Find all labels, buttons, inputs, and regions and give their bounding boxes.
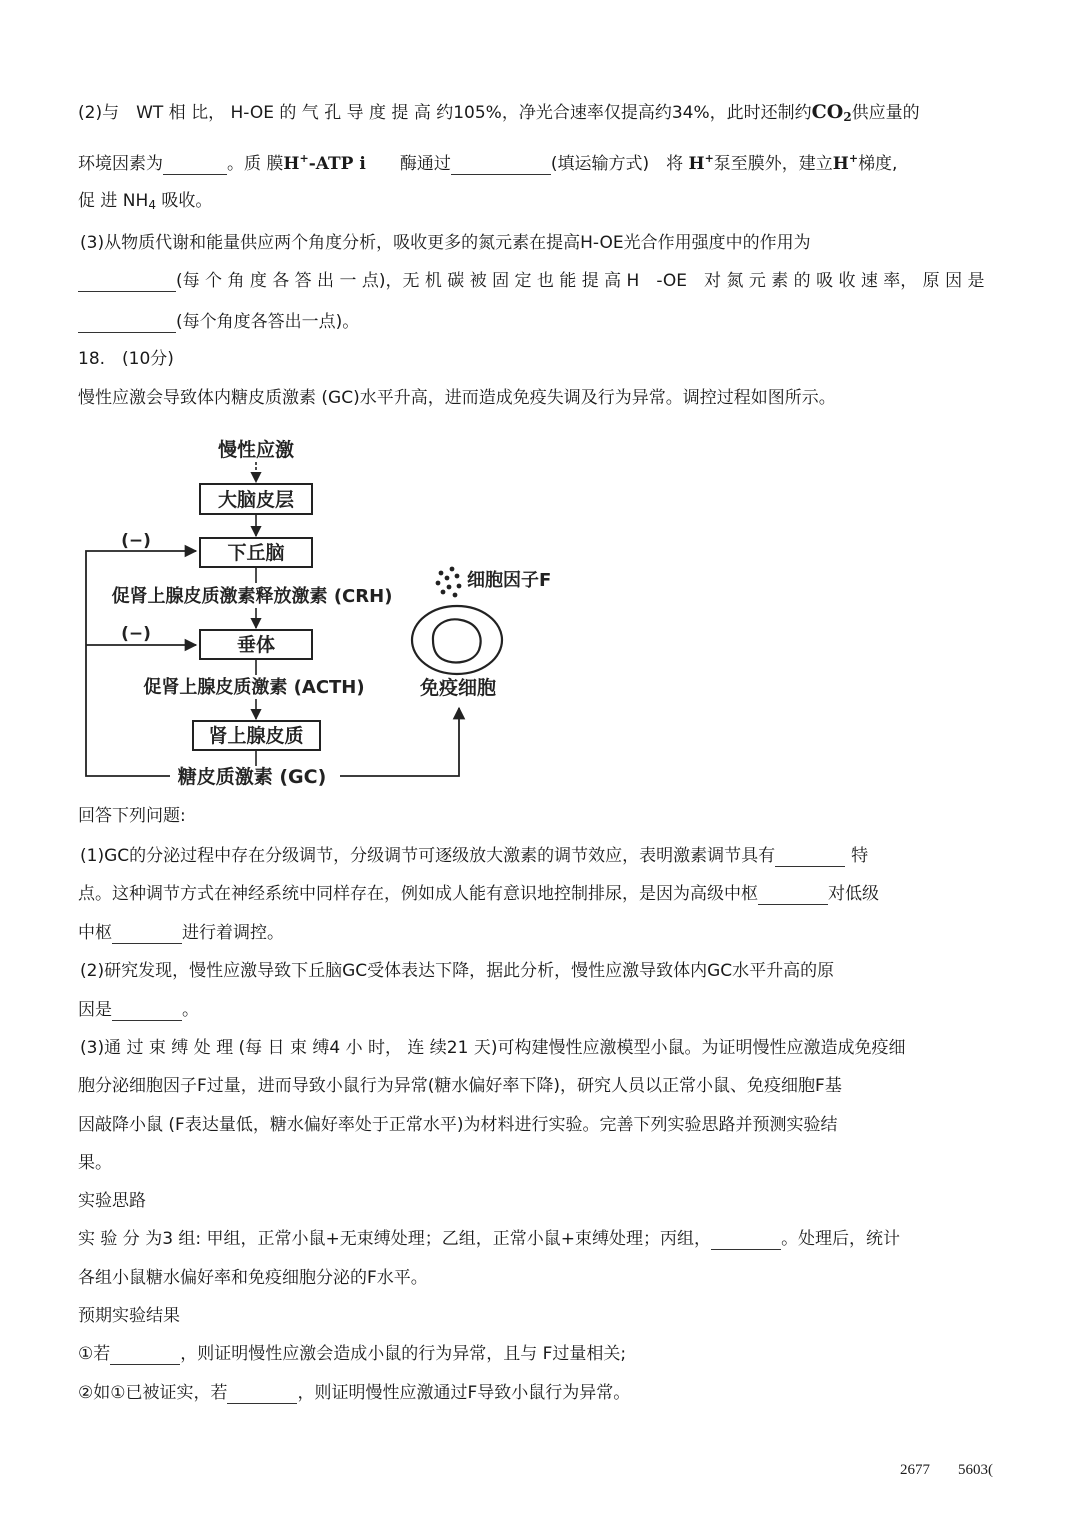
q18-part2-line2: 因是 。 bbox=[78, 1000, 199, 1020]
q17-part2-line2: 环境因素为 。质 膜H+-ATP i 酶通过 (填运输方式) 将 H+泵至膜外，建立H+梯度, bbox=[78, 152, 898, 174]
immune-cell-nucleus bbox=[433, 619, 481, 662]
diagram-cytokine-f: 细胞因子F bbox=[467, 570, 552, 591]
q17-part3-line2: (每 个 角 度 各 答 出 一 点)，无 机 碳 被 固 定 也 能 提 高 H -OE 对 氮 元 素 的 吸 收 速 率， 原 因 是 bbox=[78, 270, 985, 292]
answer-blank[interactable] bbox=[112, 1002, 182, 1021]
co2-formula: $CO_2$ bbox=[811, 101, 852, 124]
experiment-idea-line1: 实 验 分 为3 组: 甲组，正常小鼠+无束缚处理；乙组，正常小鼠+束缚处理；丙组， 。处理后，统计 bbox=[78, 1229, 901, 1249]
experiment-idea-line2: 各组小鼠糖水偏好率和免疫细胞分泌的F水平。 bbox=[78, 1268, 428, 1288]
answer-blank[interactable] bbox=[775, 848, 845, 867]
answer-blank[interactable] bbox=[112, 925, 182, 944]
feedback-line-hypothalamus bbox=[86, 551, 196, 776]
q17-part2-line3: 促 进 $NH_4$ 吸收。 bbox=[78, 191, 213, 212]
q17-part3-line1: (3)从物质代谢和能量供应两个角度分析，吸收更多的氮元素在提高H-OE光合作用强度中的作用为 bbox=[80, 233, 811, 253]
answer-blank[interactable] bbox=[227, 1385, 297, 1404]
experiment-idea-title: 实验思路 bbox=[78, 1191, 146, 1211]
immune-cell-membrane bbox=[412, 606, 502, 674]
h-plus-formula: H+ bbox=[832, 152, 859, 174]
cytokine-dots bbox=[436, 567, 462, 598]
q18-part1-line2: 点。这种调节方式在神经系统中同样存在，例如成人能有意识地控制排尿，是因为高级中枢 对低级 bbox=[78, 884, 879, 904]
gc-to-immune-arrow bbox=[340, 708, 459, 776]
q18-part3-line2: 胞分泌细胞因子F过量，进而导致小鼠行为异常(糖水偏好率下降)，研究人员以正常小鼠、免疫细胞F基 bbox=[78, 1076, 842, 1096]
h-plus-formula: H+ bbox=[688, 152, 714, 174]
q17-part3-line3: (每个角度各答出一点)。 bbox=[78, 311, 359, 333]
answer-blank[interactable] bbox=[711, 1231, 781, 1250]
expected-result-1: ①若 ，则证明慢性应激会造成小鼠的行为异常，且与 F过量相关; bbox=[78, 1344, 627, 1364]
q17-part2-line1: (2)与 WT 相 比， H-OE 的 气 孔 导 度 提 高 约105%，净光合速率仅提高约34%，此时还制约$CO_2$供应量的 bbox=[78, 101, 920, 124]
diagram-gc: 糖皮质激素 (GC) bbox=[177, 766, 327, 788]
expected-result-2: ②如①已被证实，若 ，则证明慢性应激通过F导致小鼠行为异常。 bbox=[78, 1383, 631, 1403]
q18-part3-line3: 因敲降小鼠 (F表达量低，糖水偏好率处于正常水平)为材料进行实验。完善下列实验思路并预测实验结 bbox=[78, 1115, 838, 1135]
q18-part1-line3: 中枢 进行着调控。 bbox=[78, 923, 284, 943]
footer-page-code-right: 5603( bbox=[958, 1462, 993, 1478]
question-number: 18. (10分) bbox=[78, 349, 174, 369]
diagram-pituitary: 垂体 bbox=[236, 634, 276, 656]
diagram-chronic-stress: 慢性应激 bbox=[217, 439, 295, 461]
question-intro: 慢性应激会导致体内糖皮质激素 (GC)水平升高，进而造成免疫失调及行为异常。调控过程如图所示。 bbox=[78, 388, 836, 408]
q18-part2-line1: (2)研究发现，慢性应激导致下丘脑GC受体表达下降，据此分析，慢性应激导致体内GC水平升高的原 bbox=[80, 961, 835, 981]
h-plus-formula: H+-ATP i bbox=[283, 152, 366, 174]
negative-feedback-label: (−) bbox=[121, 531, 151, 551]
expected-result-title: 预期实验结果 bbox=[78, 1306, 180, 1326]
q18-part3-line4: 果。 bbox=[78, 1153, 112, 1173]
diagram-hypothalamus: 下丘脑 bbox=[227, 542, 285, 564]
diagram-immune-cell: 免疫细胞 bbox=[419, 677, 497, 699]
diagram-acth: 促肾上腺皮质激素 (ACTH) bbox=[143, 677, 365, 698]
negative-feedback-label: (−) bbox=[121, 624, 151, 644]
q18-part1-line1: (1)GC的分泌过程中存在分级调节，分级调节可逐级放大激素的调节效应，表明激素调节具有 特 bbox=[80, 846, 869, 866]
diagram-crh: 促肾上腺皮质激素释放激素 (CRH) bbox=[111, 586, 393, 607]
answer-blank[interactable] bbox=[758, 886, 828, 905]
footer-page-code-left: 2677 bbox=[900, 1462, 930, 1478]
diagram-cerebral-cortex: 大脑皮层 bbox=[217, 489, 295, 511]
diagram-adrenal-cortex: 肾上腺皮质 bbox=[208, 725, 304, 747]
q18-part3-line1: (3)通 过 束 缚 处 理 (每 日 束 缚4 小 时， 连 续21 天)可构建慢性应激模型小鼠。为证明慢性应激造成免疫细 bbox=[80, 1038, 906, 1058]
answer-blank[interactable] bbox=[110, 1346, 180, 1365]
answer-intro: 回答下列问题: bbox=[78, 806, 186, 826]
